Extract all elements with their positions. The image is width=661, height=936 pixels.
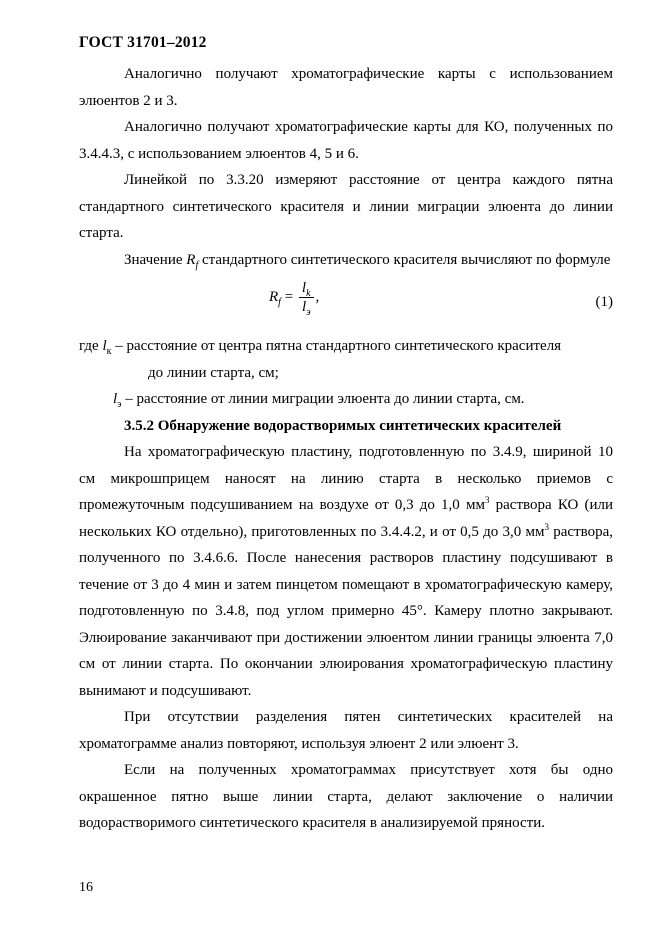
- document-header: ГОСТ 31701–2012: [79, 34, 207, 51]
- where-line: где $l_к$ – расстояние от центра пятна стандартного синтетического красителя: [79, 338, 562, 357]
- rf-symbol: $R_f$: [186, 251, 199, 271]
- document-body: [79, 61, 613, 837]
- paragraph: [79, 247, 613, 274]
- paragraph: Аналогично получают хроматографические карты для КО, полученных по 3.4.4.3, с использованием элюентов 4, 5 и 6.: [79, 119, 613, 162]
- equation-number: (1): [595, 294, 613, 310]
- paragraph: При отсутствии разделения пятен синтетических красителей на хроматограмме анализ повторяют, используя элюент 2 или элюент 3.: [79, 709, 613, 752]
- paragraph-text: стандартного синтетического красителя вычисляют по формуле: [201, 251, 611, 268]
- section-heading: 3.5.2 Обнаружение водорастворимых синтетических красителей: [124, 417, 562, 434]
- paragraph: Линейкой по 3.3.20 измеряют расстояние от центра каждого пятна стандартного синтетического красителя и линии миграции элюента до линии старта.: [79, 172, 613, 241]
- fraction: $\frac{l_k}{l_э}$: [299, 279, 314, 316]
- paragraph: На хроматографическую пластину, подготовленную по 3.4.9, шириной 10 см микрошприцем наносят на линию старта в несколько приемов с промежуточным подсушиванием на воздухе от 0,3 до 1,0 $мм^3$ раствора КО (или нескольких КО отдельно), приготовленных по 3.4.4.2, и от 0,5 до 3,0 $мм^3$ раствора, полученного по 3.4.6.6. После нанесения растворов пластину подсушивают в течение от 3 до 4 мин и затем пинцетом помещают в хроматографическую камеру, подготовленную по 3.4.8, под углом примерно 45°. Камеру плотно закрывают. Элюирование заканчивают при достижении элюентом линии границы элюента 7,0 см от линии старта. По окончании элюирования хроматографическую пластину вынимают и подсушивают.: [79, 444, 613, 699]
- formula-block: [79, 275, 613, 331]
- paragraph-text: Значение: [124, 251, 183, 268]
- paragraph: Аналогично получают хроматографические карты с использованием элюентов 2 и 3.: [79, 66, 613, 109]
- formula: $R_f$ = $\frac{l_k}{l_э}$ ,: [269, 280, 320, 318]
- paragraph: Если на полученных хроматограммах присутствует хотя бы одно окрашенное пятно выше линии старта, делают заключение о наличии водорастворимого синтетического красителя в анализируемой пряности.: [79, 762, 613, 831]
- where-line: $l_э$ – расстояние от линии миграции элюента до линии старта, см.: [113, 391, 525, 410]
- page-number: 16: [79, 880, 93, 895]
- where-line: до линии старта, см;: [148, 364, 279, 381]
